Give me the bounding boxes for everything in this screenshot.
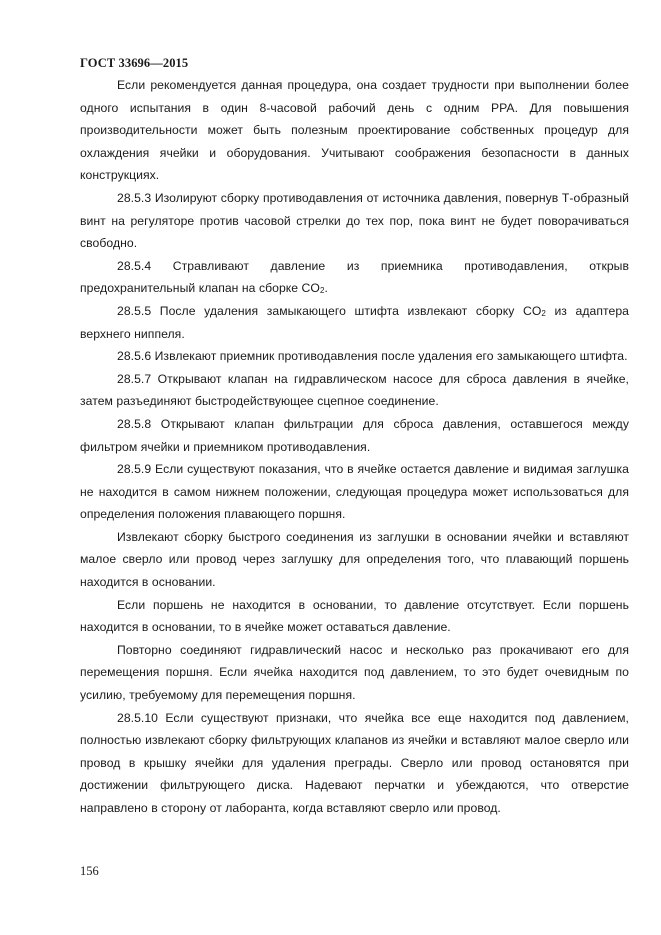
paragraph xyxy=(80,255,629,300)
paragraph xyxy=(80,300,629,345)
document-body xyxy=(80,74,629,820)
paragraph: Если поршень не находится в основании, то давление отсутствует. Если поршень находится в основании, то в ячейке может оставаться давление. xyxy=(80,597,629,635)
paragraph-text: 28.5.4 Стравливают давление из приемника противодавления, открыв предохранительный клапан на сборке CO xyxy=(80,258,629,296)
document-header: ГОСТ 33696—2015 xyxy=(80,56,189,70)
paragraph: 28.5.9 Если существуют показания, что в ячейке остается давление и видимая заглушка не находится в самом нижнем положении, следующая процедура может использоваться для определения положения плавающего поршня. xyxy=(80,462,629,522)
subscript: 2 xyxy=(319,286,325,296)
paragraph: 28.5.3 Изолируют сборку противодавления от источника давления, повернув Т-образный винт на регуляторе против часовой стрелки до тех пор, пока винт не будет поворачиваться свободно. xyxy=(80,190,629,251)
paragraph-text: из адаптера верхнего ниппеля. xyxy=(80,303,629,341)
paragraph-text: . xyxy=(324,281,328,296)
paragraph: 28.5.7 Открывают клапан на гидравлическом насосе для сброса давления в ячейке, затем разъединяют быстродействующее сцепное соединение. xyxy=(80,371,629,409)
page-number: 156 xyxy=(80,864,99,878)
subscript: 2 xyxy=(541,308,546,318)
paragraph-text: 28.5.5 После удаления замыкающего штифта извлекают сборку CO xyxy=(117,303,542,318)
paragraph: Повторно соединяют гидравлический насос и несколько раз прокачивают его для перемещения поршня. Если ячейка находится под давлением, то это будет очевидным по усилию, требуемому для перемещения поршня. xyxy=(80,642,629,703)
paragraph: 28.5.10 Если существуют признаки, что ячейка все еще находится под давлением, полностью извлекают сборку фильтрующих клапанов из ячейки и вставляют малое сверло или провод в крышку ячейки для удаления преграды. Сверло или провод остановятся при достижении фильтрующего диска. Надевают перчатки и убеждаются, что отверстие направлено в сторону от лаборанта, когда вставляют сверло или провод. xyxy=(80,710,629,815)
paragraph: Если рекомендуется данная процедура, она создает трудности при выполнении более одного испытания в один 8-часовой рабочий день с одним PPA. Для повышения производительности может быть полезным проектирование собственных процедур для охлаждения ячейки и оборудования. Учитывают соображения безопасности в данных конструкциях. xyxy=(80,78,629,183)
paragraph: 28.5.6 Извлекают приемник противодавления после удаления его замыкающего штифта. xyxy=(117,349,628,364)
paragraph: Извлекают сборку быстрого соединения из заглушки в основании ячейки и вставляют малое сверло или провод через заглушку для определения того, что плавающий поршень находится в основании. xyxy=(80,529,629,590)
paragraph: 28.5.8 Открывают клапан фильтрации для сброса давления, оставшегося между фильтром ячейки и приемником противодавления. xyxy=(80,416,629,454)
